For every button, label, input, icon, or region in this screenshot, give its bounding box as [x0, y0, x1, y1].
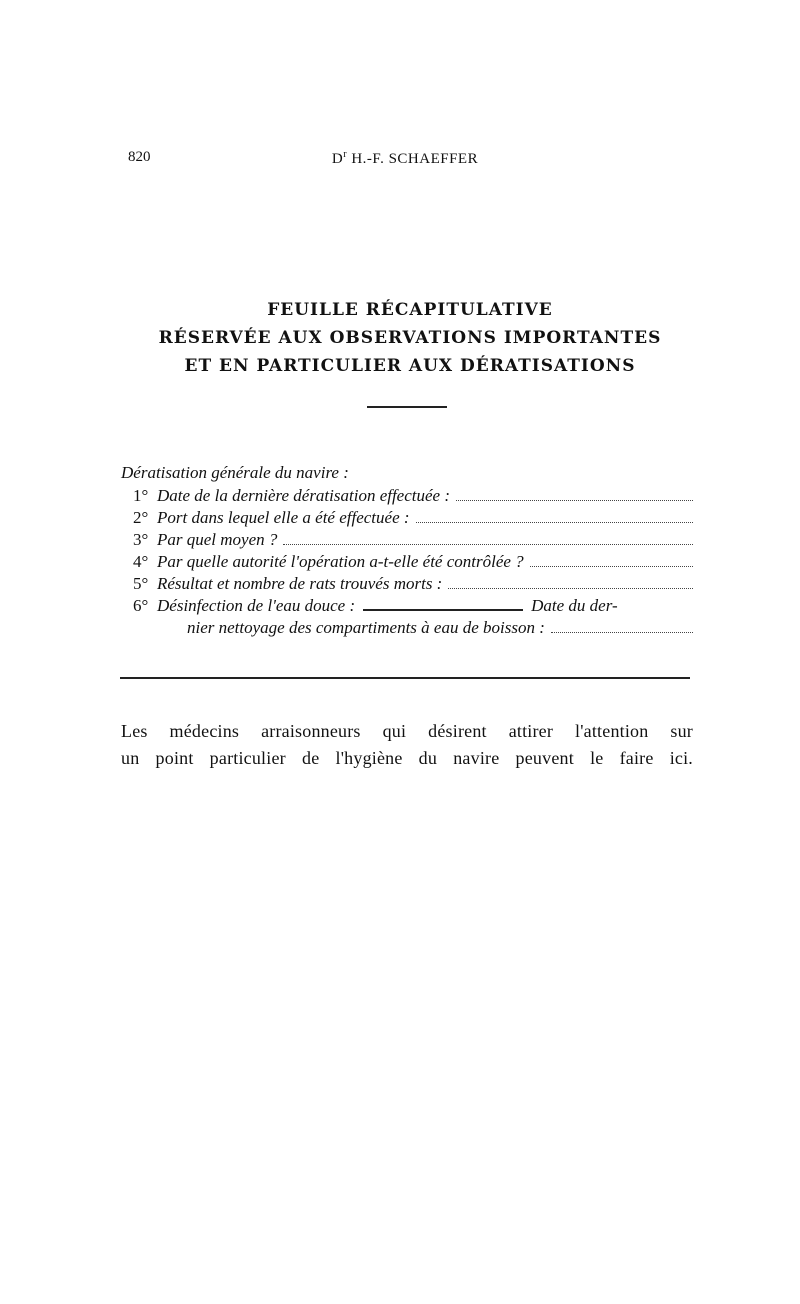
- item-label: Désinfection de l'eau douce :: [157, 596, 356, 615]
- item-label: nier nettoyage des compartiments à eau de boisson :: [187, 618, 545, 637]
- sheet-title: [100, 296, 720, 380]
- fill-in-line[interactable]: [448, 574, 693, 589]
- fill-in-line[interactable]: [283, 530, 693, 545]
- item-number: 2°: [133, 508, 149, 527]
- form-intro: Dératisation générale du navire :: [121, 463, 349, 482]
- fill-in-line[interactable]: [530, 552, 693, 567]
- form-item-4: [121, 551, 693, 573]
- form-item-1: [121, 485, 693, 507]
- page-number: 820: [128, 149, 151, 165]
- note-line-1: Les médecins arraisonneurs qui désirent attirer l'attention sur: [121, 721, 693, 741]
- item-label-continued: Date du der-: [531, 596, 618, 615]
- item-label: Résultat et nombre de rats trouvés morts :: [157, 574, 443, 593]
- fill-in-line[interactable]: [416, 508, 693, 523]
- running-head: [120, 149, 690, 171]
- note-line-2: un point particulier de l'hygiène du navire peuvent le faire ici.: [121, 748, 693, 768]
- item-label: Par quelle autorité l'opération a-t-elle été contrôlée ?: [157, 552, 524, 571]
- item-label: Date de la dernière dératisation effectuée :: [157, 486, 451, 505]
- form-item-2: [121, 507, 693, 529]
- title-divider: [367, 406, 447, 408]
- item-number: 1°: [133, 486, 149, 505]
- fill-in-line[interactable]: [551, 618, 693, 633]
- item-label: Par quel moyen ?: [157, 530, 278, 549]
- observations-note: [121, 718, 693, 772]
- form-item-6: [121, 595, 693, 617]
- section-divider: [120, 677, 690, 679]
- item-number: 5°: [133, 574, 149, 593]
- item-number: 3°: [133, 530, 149, 549]
- title-line-2: RÉSERVÉE AUX OBSERVATIONS IMPORTANTES: [158, 328, 662, 348]
- form-item-5: [121, 573, 693, 595]
- item-label: Port dans lequel elle a été effectuée :: [157, 508, 410, 527]
- item-number: 6°: [133, 596, 149, 615]
- deratisation-form: [121, 461, 693, 639]
- item-number: 4°: [133, 552, 149, 571]
- form-item-3: [121, 529, 693, 551]
- fill-in-line[interactable]: [456, 486, 693, 501]
- form-item-6-continuation: [121, 617, 693, 639]
- fill-in-line[interactable]: [363, 595, 523, 611]
- title-line-1: FEUILLE RÉCAPITULATIVE: [267, 300, 553, 320]
- title-line-3: ET EN PARTICULIER AUX DÉRATISATIONS: [184, 356, 636, 376]
- author-name: $D^r$ H.-F. SCHAEFFER: [331, 149, 479, 167]
